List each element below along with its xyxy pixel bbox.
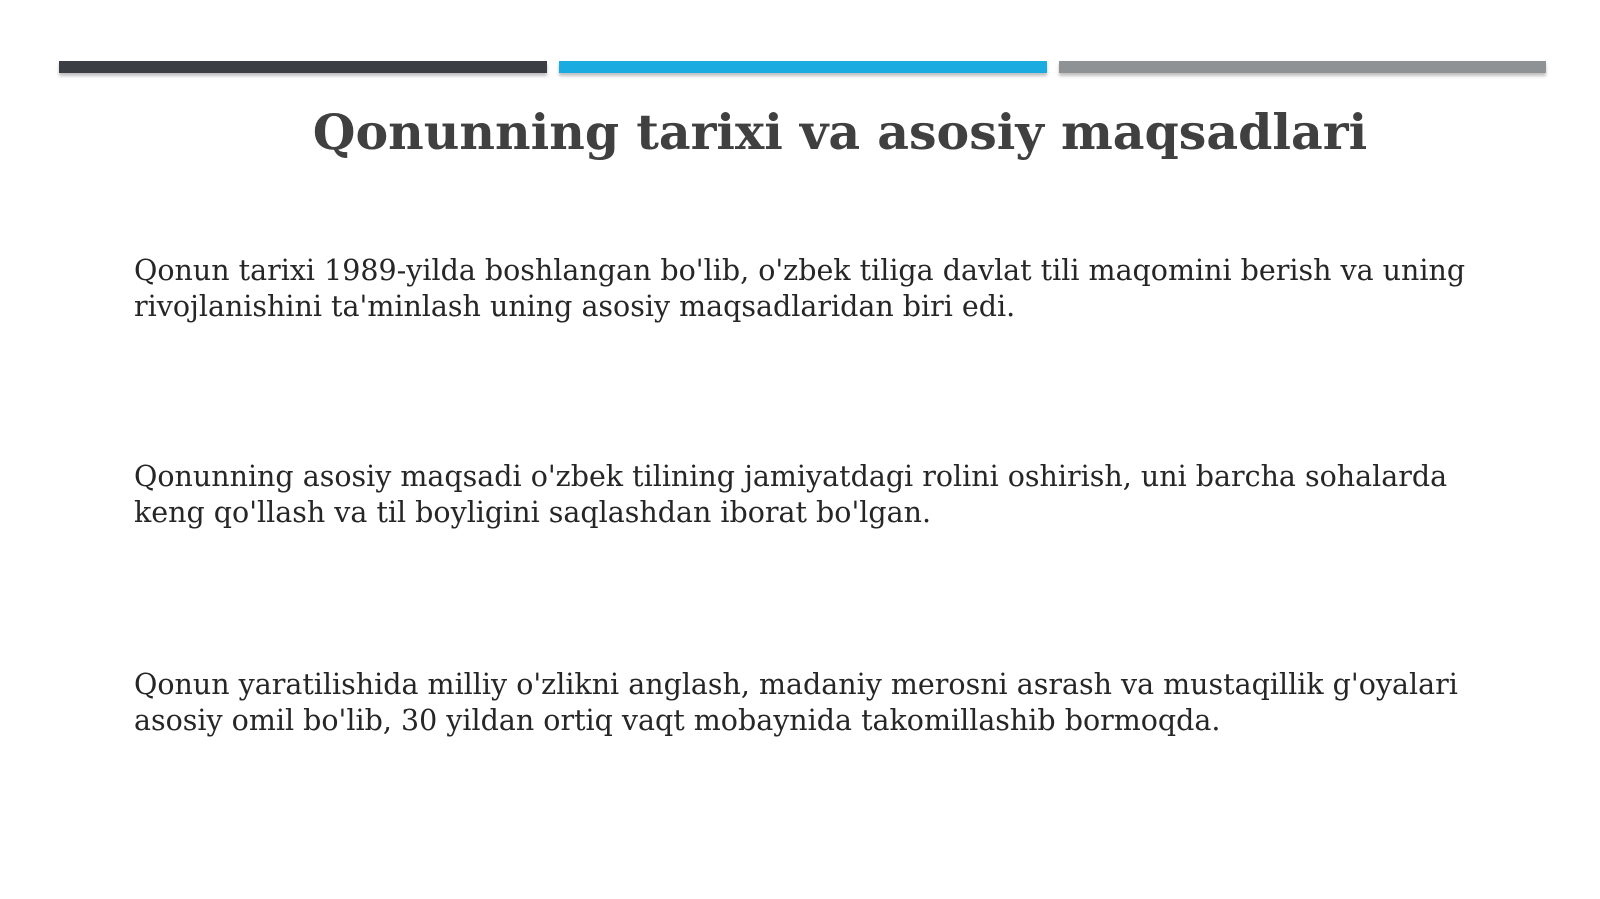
paragraph-history: Qonun tarixi 1989-yilda boshlangan bo'lib, o'zbek tiliga davlat tili maqomini berish va uning rivojlanishini ta'minlash uning asosiy maqsadlaridan biri edi. [134, 254, 1466, 323]
accent-bar-dark [59, 61, 547, 73]
slide-title: Qonunning tarixi va asosiy maqsadlari [312, 103, 1368, 161]
paragraph-main-goal: Qonunning asosiy maqsadi o'zbek tilining jamiyatdagi rolini oshirish, uni barcha sohalarda keng qo'llash va til boyligini saqlashdan iborat bo'lgan. [134, 460, 1448, 529]
accent-bar-gray [1059, 61, 1546, 73]
accent-bar-blue [559, 61, 1047, 73]
paragraph-creation-factors: Qonun yaratilishida milliy o'zlikni anglash, madaniy merosni asrash va mustaqillik g'oyalari asosiy omil bo'lib, 30 yildan ortiq vaqt mobaynida takomillashib bormoqda. [134, 668, 1458, 737]
